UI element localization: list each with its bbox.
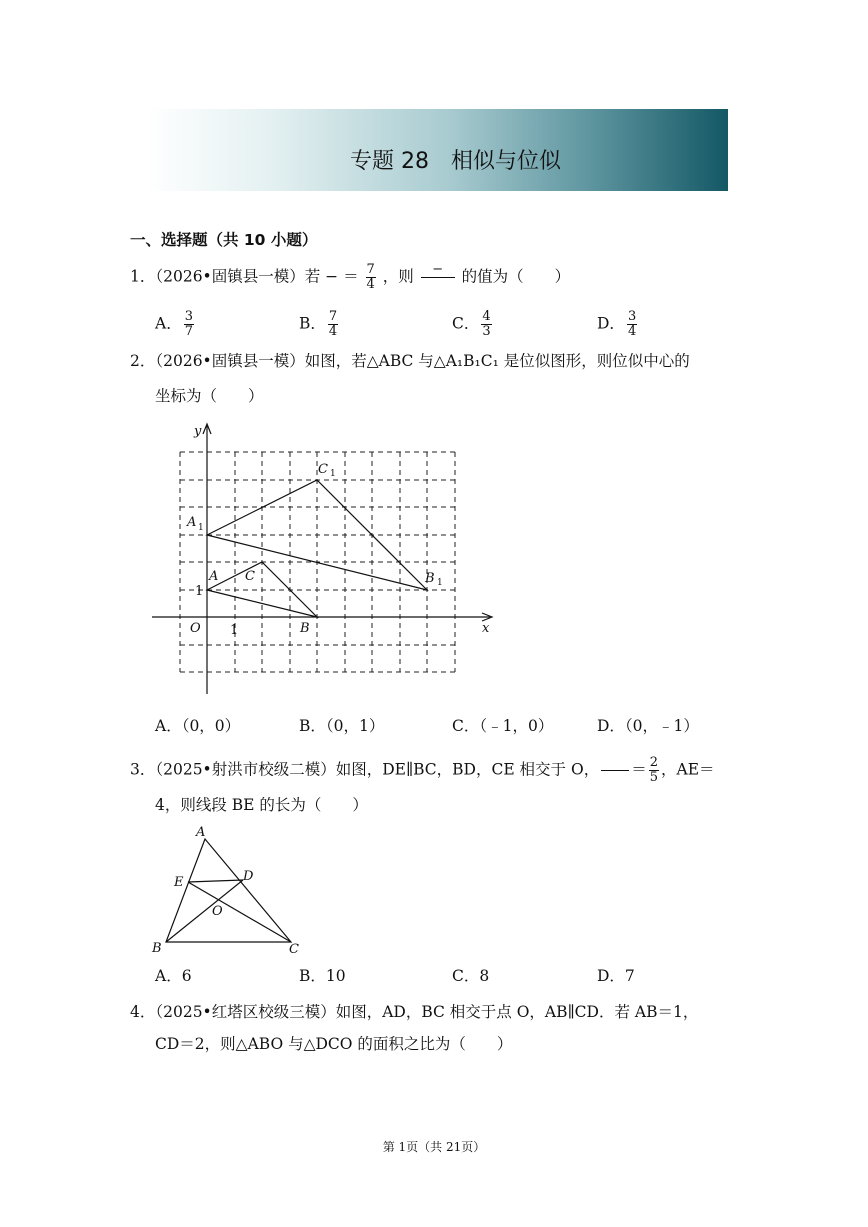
point-b1-label: B	[425, 571, 435, 586]
q3-ratio-fraction	[649, 756, 659, 785]
q3-left-den	[601, 771, 629, 785]
point-c-label: C	[245, 569, 255, 584]
q1-prefix: 1．（2026•固镇县一模）若	[130, 267, 321, 286]
fraction-den: 7	[184, 324, 193, 339]
q4-stem-line1: 4．（2025•红塔区校级三模）如图，AD，BC 相交于点 O，AB∥CD．若 AB＝1，	[130, 1003, 699, 1021]
q1-given-fraction	[366, 263, 376, 292]
q1-option-a[interactable]	[155, 310, 196, 339]
q1-target-den	[421, 278, 455, 292]
q3-tail: ，AE＝	[661, 760, 715, 779]
q1-blank-frac: −	[325, 267, 339, 286]
point-b-label: B	[300, 621, 310, 636]
fraction-den: 4	[627, 324, 637, 339]
option-label: C．	[452, 314, 480, 333]
fraction-den: 4	[328, 324, 338, 339]
q2-option-b[interactable]: B．（0，1）	[299, 717, 385, 735]
point-a-label: A	[209, 569, 219, 584]
point-e-label: E	[174, 875, 184, 890]
q2-option-d[interactable]: D．（0，﹣1）	[597, 717, 699, 735]
point-a1-label: A	[187, 515, 197, 530]
q2-coordinate-graph	[150, 418, 500, 700]
section-heading: 一、选择题（共 10 小题）	[130, 231, 318, 249]
title-banner	[146, 109, 728, 191]
q1-stem	[130, 263, 570, 292]
option-fraction	[328, 310, 338, 339]
q2-stem-line1: 2．（2026•固镇县一模）如图，若△ABC 与△A₁B₁C₁ 是位似图形，则位似中心的	[130, 352, 690, 370]
segment-de	[188, 880, 243, 882]
fraction-num: 3	[627, 309, 637, 324]
fraction-num: 3	[184, 309, 193, 324]
fraction-num: 4	[482, 309, 491, 324]
q2-option-c[interactable]: C．（﹣1，0）	[452, 717, 554, 735]
q3-option-b[interactable]: B．10	[299, 967, 346, 985]
q1-option-d[interactable]	[597, 310, 639, 339]
point-b-label: B	[152, 941, 162, 956]
q4-stem-line2: CD＝2，则△ABO 与△DCO 的面积之比为（ ）	[155, 1035, 513, 1053]
q3-stem-line2: 4，则线段 BE 的长为（ ）	[155, 796, 368, 814]
q1-given-den: 4	[366, 277, 375, 292]
q3-triangle-figure	[148, 822, 306, 957]
q3-option-d[interactable]: D．7	[597, 967, 635, 985]
banner-title-wrap	[146, 109, 728, 191]
q2-option-a[interactable]: A．（0，0）	[155, 717, 241, 735]
q3-left-fraction	[601, 756, 629, 785]
q3-option-a[interactable]: A．6	[155, 967, 192, 985]
q3-labels	[151, 825, 299, 957]
q2-labels	[186, 424, 490, 638]
q3-mid: DE∥BC，BD，CE 相交于 O，	[382, 760, 600, 779]
point-c1-label: C	[318, 462, 328, 477]
point-o-label: O	[212, 904, 223, 919]
point-c-label: C	[289, 942, 299, 957]
y-tick-1: 1	[195, 584, 204, 599]
point-c1-sub: 1	[330, 469, 336, 479]
q1-tail: 的值为（ ）	[461, 267, 571, 286]
q1-target-fraction	[421, 263, 455, 292]
fraction-num: 7	[328, 309, 338, 324]
q2-grid	[180, 452, 455, 672]
point-d-label: D	[243, 869, 254, 884]
q3-left-num	[601, 756, 629, 771]
option-fraction	[481, 310, 491, 339]
q3-stem-line1: 3．（2025•射洪市校级二模）如图，DE∥BC，BD，CE 相交于 O， ＝ $\frac{2}{5}$ ，AE＝	[130, 755, 715, 785]
option-label: B．	[299, 314, 326, 333]
option-label: A．	[155, 314, 182, 333]
q2-stem-line2: 坐标为（ ）	[155, 387, 264, 405]
q1-mid: ，则	[382, 267, 414, 286]
origin-label: O	[190, 621, 201, 636]
q3-ratio-den: 5	[649, 770, 658, 785]
option-fraction	[627, 310, 637, 339]
option-fraction	[184, 310, 194, 339]
x-axis-label: x	[482, 621, 490, 636]
q1-option-c[interactable]	[452, 310, 494, 339]
option-label: D．	[597, 314, 625, 333]
q1-eq: ＝	[343, 267, 359, 286]
q1-option-b[interactable]	[299, 310, 340, 339]
fraction-den: 3	[482, 324, 491, 339]
page-footer: 第 1页（共 21页）	[382, 1140, 486, 1154]
x-tick-1: 1	[230, 623, 239, 638]
point-b1-sub: 1	[437, 578, 443, 588]
q3-lines	[166, 839, 291, 942]
q1-given-num: 7	[366, 262, 375, 277]
page-title: 专题 28 相似与位似	[350, 149, 561, 174]
q1-target-num: −	[421, 263, 455, 278]
q3-prefix: 3．（2025•射洪市校级二模）如图，	[130, 760, 383, 779]
q3-ratio-num: 2	[649, 755, 658, 770]
point-a-label: A	[196, 825, 206, 840]
point-a1-sub: 1	[198, 523, 204, 533]
y-axis-label: y	[194, 424, 202, 439]
q3-option-c[interactable]: C．8	[452, 967, 490, 985]
